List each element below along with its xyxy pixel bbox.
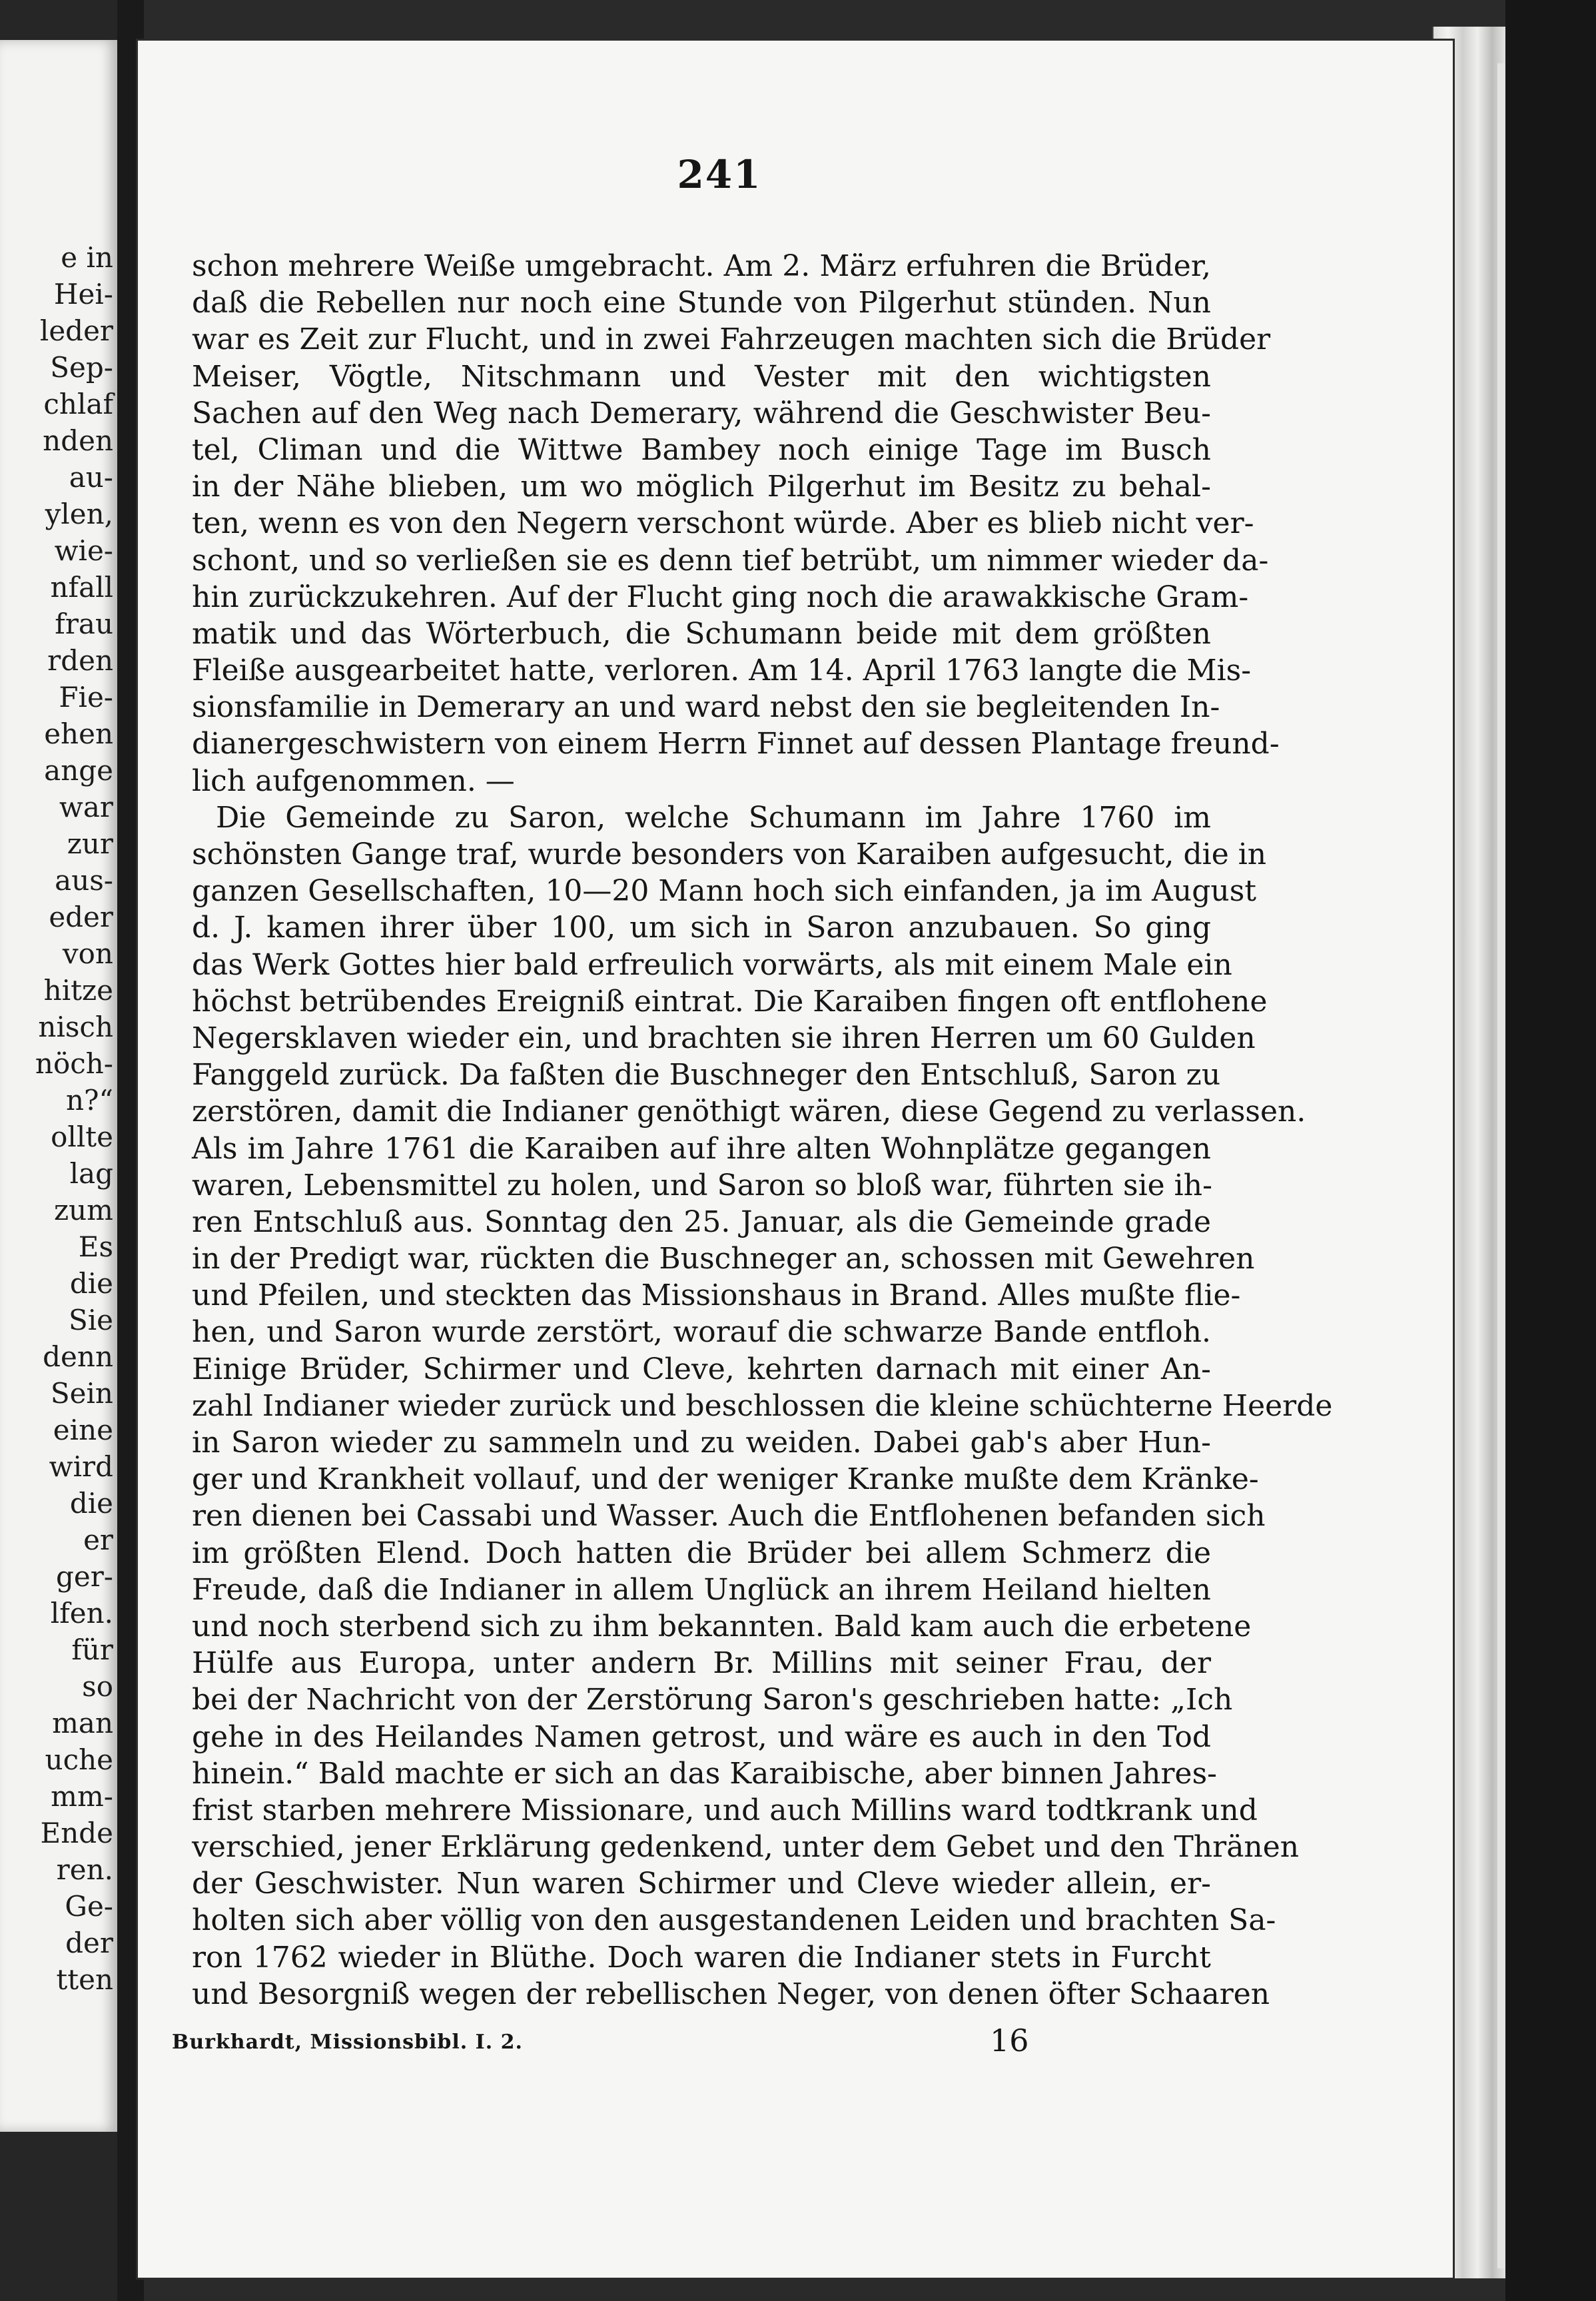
facing-page-fragment: denn (43, 1340, 113, 1373)
facing-page-fragment: mm- (51, 1780, 113, 1813)
facing-page-fragment: ollte (51, 1121, 113, 1153)
text-line: ron 1762 wieder in Blüthe. Doch waren die Indianer stets in Furcht (192, 1940, 1211, 1975)
text-line: ger und Krankheit vollauf, und der weniger Kranke mußte dem Kränke- (192, 1462, 1259, 1497)
text-line: der Geschwister. Nun waren Schirmer und Cleve wieder allein, er- (192, 1867, 1211, 1901)
text-line: in Saron wieder zu sammeln und zu weiden. Dabei gab's aber Hun- (192, 1426, 1211, 1460)
facing-page-fragment: lag (69, 1157, 113, 1190)
text-line: dianergeschwistern von einem Herrn Finnet auf dessen Plantage freund- (192, 727, 1280, 761)
facing-page-fragment: Sein (50, 1377, 113, 1410)
text-line: in der Predigt war, rückten die Buschneger an, schossen mit Gewehren (192, 1242, 1255, 1276)
facing-page-fragment: tten (56, 1963, 113, 1996)
text-line: hen, und Saron wurde zerstört, worauf die schwarze Bande entfloh. (192, 1315, 1211, 1350)
facing-page-fragment: Sie (68, 1304, 113, 1336)
facing-page-fragment: die (69, 1267, 113, 1300)
text-line: matik und das Wörterbuch, die Schumann beide mit dem größten (192, 616, 1211, 651)
text-line: zerstören, damit die Indianer genöthigt wären, diese Gegend zu verlassen. (192, 1095, 1306, 1129)
text-line: d. J. kamen ihrer über 100, um sich in Saron anzubauen. So ging (192, 911, 1211, 945)
text-line: ten, wenn es von den Negern verschont würde. Aber es blieb nicht ver- (192, 506, 1254, 541)
facing-page-fragment: hitze (43, 974, 113, 1007)
facing-page-fragment: nisch (38, 1011, 113, 1043)
facing-page-fragment: n?“ (65, 1084, 113, 1117)
text-line: höchst betrübendes Ereigniß eintrat. Die Karaiben fingen oft entflohene (192, 984, 1268, 1019)
text-line: frist starben mehrere Missionare, und auch Millins ward todtkrank und (192, 1793, 1258, 1827)
text-line: Fanggeld zurück. Da faßten die Buschneger den Entschluß, Saron zu (192, 1058, 1221, 1093)
facing-page-fragment: zur (67, 827, 113, 860)
facing-page-fragment: er (83, 1524, 113, 1556)
text-line: hinein.“ Bald machte er sich an das Karaibische, aber binnen Jahres- (192, 1756, 1218, 1791)
footer-sheet-number: 16 (990, 2023, 1029, 2059)
facing-page-fragment: aus- (55, 864, 113, 897)
text-line: und Pfeilen, und steckten das Missionshaus in Brand. Alles mußte flie- (192, 1278, 1241, 1313)
facing-page-fragment: eine (53, 1414, 113, 1446)
facing-page-fragment: für (71, 1633, 113, 1666)
text-line: Negersklaven wieder ein, und brachten sie ihren Herren um 60 Gulden (192, 1021, 1256, 1055)
text-line: Freude, daß die Indianer in allem Unglück an ihrem Heiland hielten (192, 1572, 1211, 1607)
text-line: bei der Nachricht von der Zerstörung Saron's geschrieben hatte: „Ich (192, 1683, 1233, 1717)
text-line: ren dienen bei Cassabi und Wasser. Auch die Entflohenen befanden sich (192, 1499, 1266, 1534)
text-line: waren, Lebensmittel zu holen, und Saron so bloß war, führten sie ih- (192, 1168, 1212, 1202)
text-line: Einige Brüder, Schirmer und Cleve, kehrten darnach mit einer An- (192, 1352, 1211, 1386)
text-line: Fleiße ausgearbeitet hatte, verloren. Am 14. April 1763 langte die Mis- (192, 654, 1252, 688)
facing-page-fragment: Ge- (65, 1890, 113, 1923)
scan-background-right (1505, 0, 1596, 2301)
text-line: lich aufgenommen. — (192, 763, 515, 798)
text-line: sionsfamilie in Demerary an und ward nebst den sie begleitenden In- (192, 690, 1220, 725)
facing-page-fragment: lfen. (50, 1597, 113, 1629)
facing-page-fragment: ger- (55, 1560, 113, 1593)
text-line: verschied, jener Erklärung gedenkend, unter dem Gebet und den Thränen (192, 1830, 1300, 1865)
text-line: war es Zeit zur Flucht, und in zwei Fahrzeugen machten sich die Brüder (192, 322, 1271, 357)
facing-page-fragment: ehen (44, 717, 113, 750)
text-line: hin zurückzukehren. Auf der Flucht ging noch die arawakkische Gram- (192, 580, 1249, 614)
facing-page-fragment: nfall (50, 571, 113, 604)
facing-page-fragment: Ende (40, 1817, 113, 1849)
page-number: 241 (677, 152, 762, 197)
facing-page-fragment: wird (49, 1450, 113, 1483)
text-line: schon mehrere Weiße umgebracht. Am 2. März erfuhren die Brüder, (192, 249, 1211, 283)
facing-page-fragment: die (69, 1487, 113, 1520)
body-text (192, 248, 1333, 2013)
facing-page-fragment: e in (61, 241, 113, 274)
facing-page-fragment: Fie- (59, 681, 113, 713)
facing-page-fragment: nden (43, 424, 113, 457)
facing-page-fragment: so (82, 1670, 113, 1703)
facing-page-fragment: der (65, 1927, 113, 1959)
text-line: im größten Elend. Doch hatten die Brüder bei allem Schmerz die (192, 1536, 1211, 1570)
text-line: ganzen Gesellschaften, 10—20 Mann hoch sich einfanden, ja im August (192, 874, 1257, 909)
text-line: Die Gemeinde zu Saron, welche Schumann im Jahre 1760 im (216, 800, 1211, 835)
text-line: schönsten Gange traf, wurde besonders von Karaiben aufgesucht, die in (192, 837, 1267, 871)
text-line: Sachen auf den Weg nach Demerary, während die Geschwister Beu- (192, 396, 1211, 430)
facing-page-fragment: war (59, 791, 113, 823)
facing-page-fragment: von (62, 937, 113, 970)
text-line: in der Nähe blieben, um wo möglich Pilgerhut im Besitz zu behal- (192, 470, 1211, 504)
facing-page-fragment: au- (69, 461, 113, 494)
facing-page-fragment: man (52, 1707, 113, 1739)
facing-page-fragment: ylen, (45, 498, 113, 530)
text-line: daß die Rebellen nur noch eine Stunde von Pilgerhut stünden. Nun (192, 286, 1211, 320)
text-line: tel, Climan und die Wittwe Bambey noch einige Tage im Busch (192, 432, 1211, 467)
facing-page-fragment: uche (45, 1743, 113, 1776)
facing-page-fragment: leder (39, 314, 113, 347)
facing-page-fragment: nöch- (35, 1047, 113, 1080)
facing-page-fragment: eder (49, 901, 113, 933)
text-line: ren Entschluß aus. Sonntag den 25. Januar, als die Gemeinde grade (192, 1204, 1211, 1239)
text-line: das Werk Gottes hier bald erfreulich vorwärts, als mit einem Male ein (192, 947, 1232, 982)
text-line: und noch sterbend sich zu ihm bekannten. Bald kam auch die erbetene (192, 1609, 1252, 1643)
facing-page-left (0, 40, 117, 2132)
text-line: schont, und so verließen sie es denn tief betrübt, um nimmer wieder da- (192, 543, 1269, 578)
facing-page-fragment: Es (78, 1230, 113, 1263)
facing-page-fragment: rden (47, 644, 113, 677)
facing-page-fragment: zum (53, 1194, 113, 1226)
facing-page-fragment: Hei- (53, 278, 113, 310)
text-line: zahl Indianer wieder zurück und beschlossen die kleine schüchterne Heerde (192, 1388, 1333, 1423)
facing-page-fragment: wie- (54, 534, 113, 567)
text-line: Als im Jahre 1761 die Karaiben auf ihre alten Wohnplätze gegangen (192, 1131, 1211, 1166)
text-line: Hülfe aus Europa, unter andern Br. Millins mit seiner Frau, der (192, 1646, 1211, 1681)
text-line: Meiser, Vögtle, Nitschmann und Vester mit den wichtigsten (192, 359, 1211, 394)
text-line: gehe in des Heilandes Namen getrost, und wäre es auch in den Tod (192, 1719, 1211, 1754)
text-line: holten sich aber völlig von den ausgestandenen Leiden und brachten Sa- (192, 1903, 1276, 1938)
text-line: und Besorgniß wegen der rebellischen Neger, von denen öfter Schaaren (192, 1977, 1270, 2011)
facing-page-fragment: Sep- (50, 351, 113, 384)
facing-page-fragment: ange (44, 754, 113, 787)
facing-page-fragment: chlaf (43, 388, 113, 420)
footer-signature: Burkhardt, Missionsbibl. I. 2. (172, 2031, 523, 2054)
facing-page-fragment: frau (55, 608, 113, 640)
facing-page-fragment: ren. (56, 1853, 113, 1886)
